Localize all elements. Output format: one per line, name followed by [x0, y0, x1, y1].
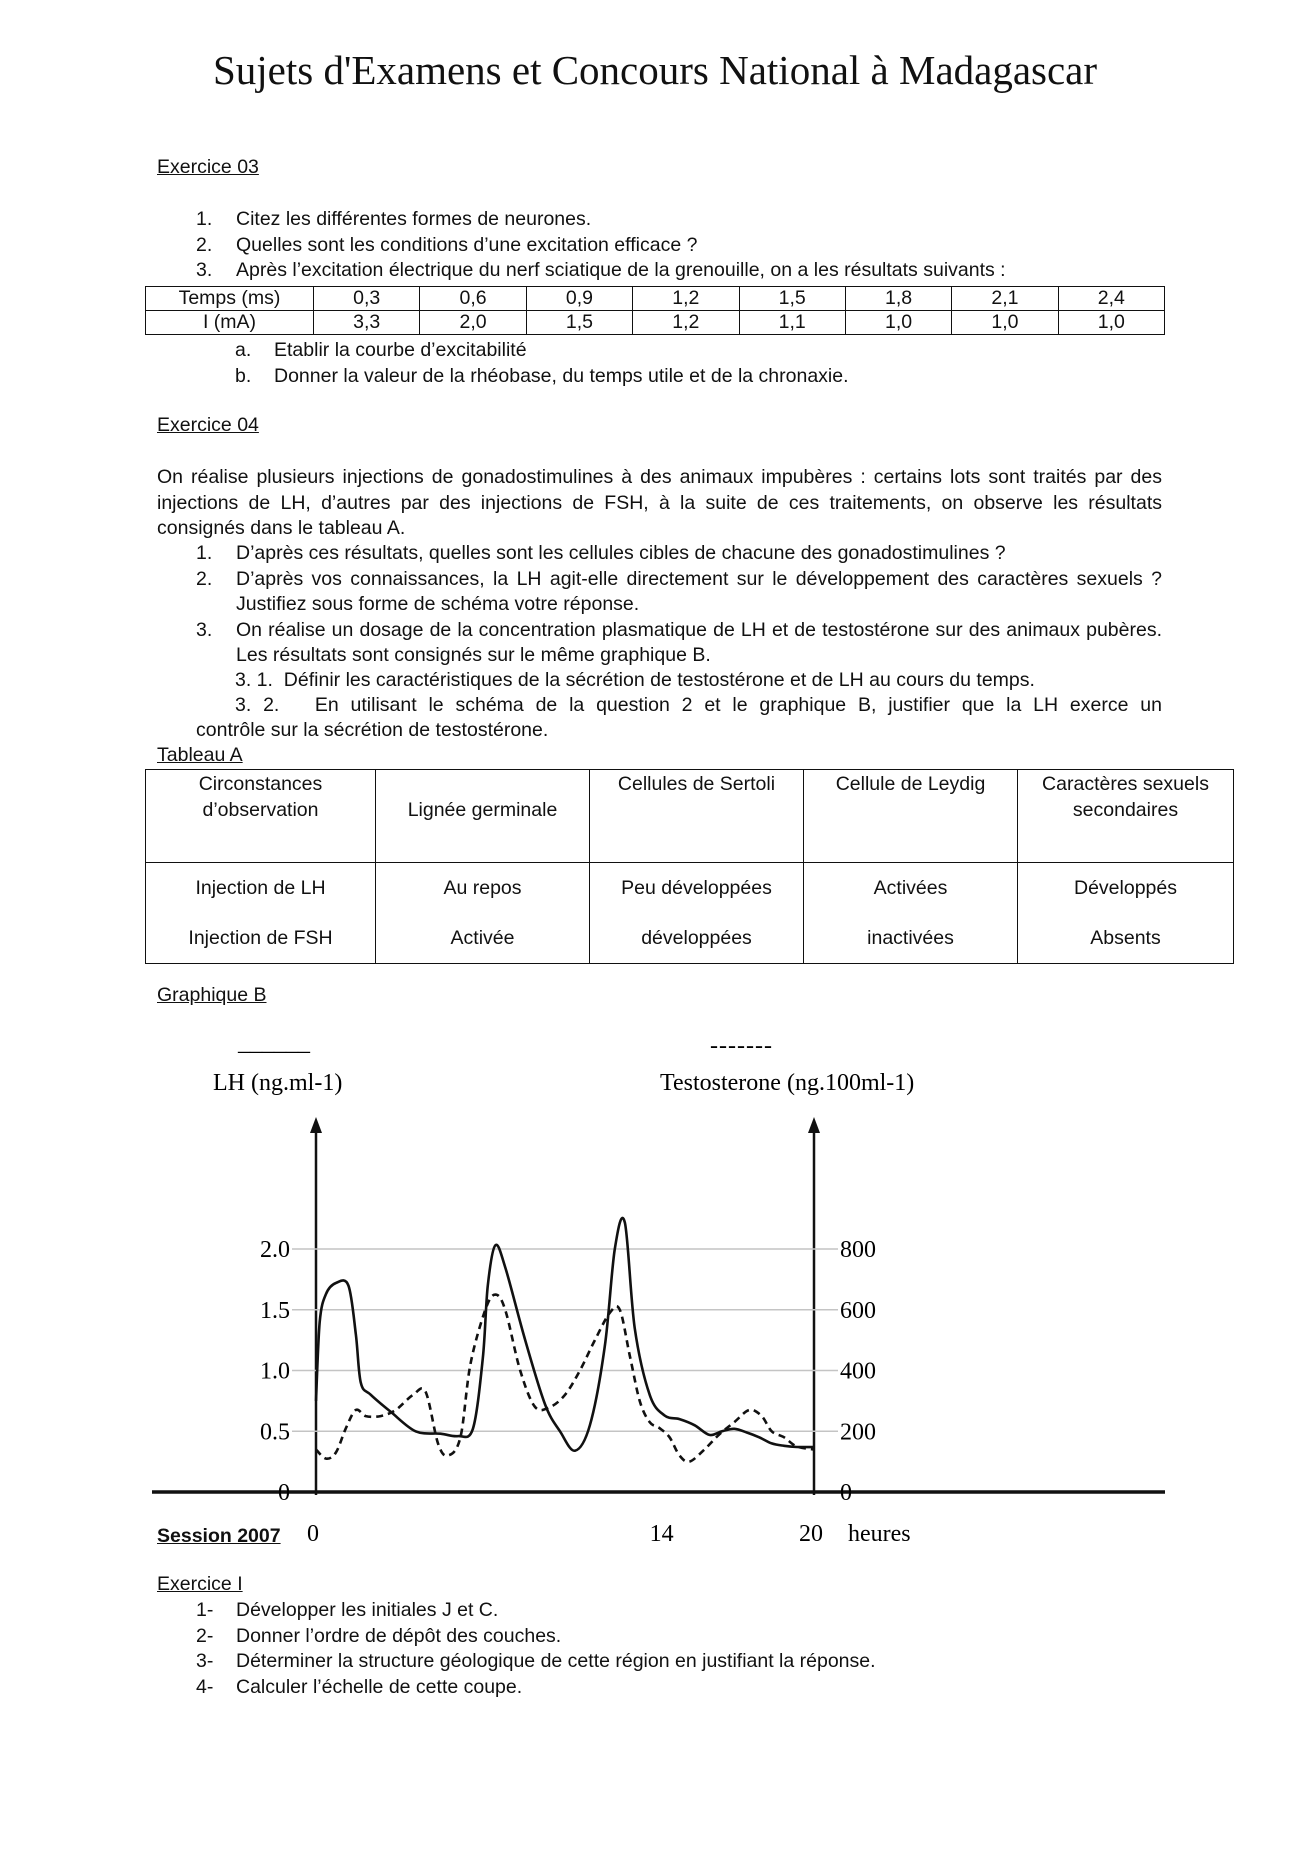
tick-labels: [260, 1237, 876, 1547]
right-tick-label: 400: [840, 1358, 876, 1385]
right-tick-label: 200: [840, 1419, 876, 1446]
table-cell: Développés Absents: [1018, 863, 1234, 964]
right-axis-arrow-icon: [808, 1117, 820, 1133]
table-cell: 1,5: [739, 287, 845, 311]
table-cell: 1,0: [845, 311, 951, 335]
table-cell: 2,0: [420, 311, 526, 335]
page-title: Sujets d'Examens et Concours National à Madagascar: [212, 47, 1098, 93]
left-axis-arrow-icon: [310, 1117, 322, 1133]
table-cell: 2,1: [952, 287, 1058, 311]
row-label: Temps (ms): [146, 287, 314, 311]
table-cell: 1,0: [1058, 311, 1164, 335]
exercise-i-questions: [196, 1598, 876, 1700]
right-tick-label: 600: [840, 1297, 876, 1324]
left-tick-label: 2.0: [260, 1237, 290, 1263]
data-series: [316, 1218, 814, 1462]
exercise-03-subquestions: [235, 338, 849, 389]
table-cell: 1,5: [526, 311, 632, 335]
table-cell: 0,3: [314, 287, 420, 311]
gridlines: [292, 1249, 838, 1431]
legend-testo-sample: -------: [710, 1033, 773, 1059]
table-cell: 1,8: [845, 287, 951, 311]
left-tick-label: 0.5: [260, 1419, 290, 1446]
column-header: Cellules de Sertoli: [590, 770, 804, 863]
table-cell: 0,6: [420, 287, 526, 311]
x-tick-label: 0: [307, 1521, 319, 1547]
excitability-table: [145, 286, 1165, 335]
question-1: 1. D’après ces résultats, quelles sont les cellules cibles de chacune des gonadostimulines ?: [196, 542, 1006, 564]
tableau-a: [145, 769, 1234, 964]
tableau-a-title: Tableau A: [157, 744, 243, 766]
question-3-2: 3. 2. En utilisant le schéma de la question 2 et le graphique B, justifier que la LH exerce un: [235, 694, 1162, 716]
table-cell: 1,0: [952, 311, 1058, 335]
exercise-04-questions: [196, 541, 1162, 669]
x-axis-unit: heures: [848, 1521, 911, 1547]
graphique-b-title: Graphique B: [157, 984, 267, 1006]
table-cell: 1,1: [739, 311, 845, 335]
table-cell: 3,3: [314, 311, 420, 335]
question-1: 1. Citez les différentes formes de neurones.: [196, 208, 592, 230]
exercise-03-heading: Exercice 03: [157, 156, 259, 178]
table-header-row: [146, 770, 1234, 863]
exercise-04-intro: On réalise plusieurs injections de gonadostimulines à des animaux impubères : certains lots sont traités par des injections de LH, d’autres par des injections de FSH, à la suite de ces traitements, on observe les résultats consignés dans le tableau A.: [157, 466, 1162, 539]
exercise-03-questions: [196, 207, 1006, 284]
left-tick-label: 0: [278, 1480, 290, 1506]
table-cell: 2,4: [1058, 287, 1164, 311]
table-cell: Peu développées développées: [590, 863, 804, 964]
exercise-04-heading: Exercice 04: [157, 414, 259, 436]
column-header: Caractères sexuels secondaires: [1018, 770, 1234, 863]
question-2: 2- Donner l’ordre de dépôt des couches.: [196, 1624, 562, 1647]
question-3-2-continued: contrôle sur la sécrétion de testostérone.: [196, 719, 549, 741]
column-header: Circonstances d’observation: [146, 770, 376, 863]
table-cell: Activées inactivées: [804, 863, 1018, 964]
testosterone-series-line: [316, 1295, 814, 1462]
question-3: 3. Après l’excitation électrique du nerf sciatique de la grenouille, on a les résultats suivants :: [196, 259, 1006, 281]
question-a: a. Etablir la courbe d’excitabilité: [235, 339, 527, 361]
question-3: 3. On réalise un dosage de la concentration plasmatique de LH et de testostérone sur des animaux pubères. Les résultats sont consignés sur le même graphique B.: [196, 618, 1162, 666]
table-cell: 1,2: [633, 311, 739, 335]
session-label: Session 2007: [157, 1525, 281, 1547]
table-row: [146, 287, 1165, 311]
question-3: 3- Déterminer la structure géologique de cette région en justifiant la réponse.: [196, 1650, 876, 1672]
table-cell: 1,2: [633, 287, 739, 311]
exercise-i-heading: Exercice I: [157, 1573, 243, 1595]
question-4: 4- Calculer l’échelle de cette coupe.: [196, 1675, 523, 1698]
question-b: b. Donner la valeur de la rhéobase, du temps utile et de la chronaxie.: [235, 364, 849, 387]
question-2: 2. D’après vos connaissances, la LH agit-elle directement sur le développement des caractères sexuels ? Justifiez sous forme de schéma votre réponse.: [196, 567, 1162, 615]
column-header: Lignée germinale: [376, 770, 590, 863]
legend-lh-sample: ______: [238, 1030, 310, 1056]
question-1: 1- Développer les initiales J et C.: [196, 1599, 499, 1621]
lh-series-line: [316, 1218, 814, 1451]
table-cell: 0,9: [526, 287, 632, 311]
x-tick-label: 14: [649, 1521, 674, 1547]
left-tick-label: 1.5: [260, 1297, 290, 1324]
right-axis-label: Testosterone (ng.100ml-1): [660, 1070, 915, 1096]
table-cell: Injection de LH Injection de FSH: [146, 863, 376, 964]
question-3-1: 3. 1. Définir les caractéristiques de la sécrétion de testostérone et de LH au cours du temps.: [235, 669, 1035, 691]
table-cell: Au repos Activée: [376, 863, 590, 964]
x-tick-label: 20: [799, 1521, 823, 1547]
right-tick-label: 800: [840, 1237, 876, 1263]
left-tick-label: 1.0: [260, 1358, 290, 1385]
row-label: I (mA): [146, 311, 314, 335]
left-axis-label: LH (ng.ml-1): [213, 1070, 343, 1096]
graphique-b-chart: [0, 1030, 1310, 1560]
table-row: [146, 311, 1165, 335]
column-header: Cellule de Leydig: [804, 770, 1018, 863]
right-tick-label: 0: [840, 1480, 852, 1506]
question-2: 2. Quelles sont les conditions d’une excitation efficace ?: [196, 233, 698, 256]
table-row: [146, 863, 1234, 964]
